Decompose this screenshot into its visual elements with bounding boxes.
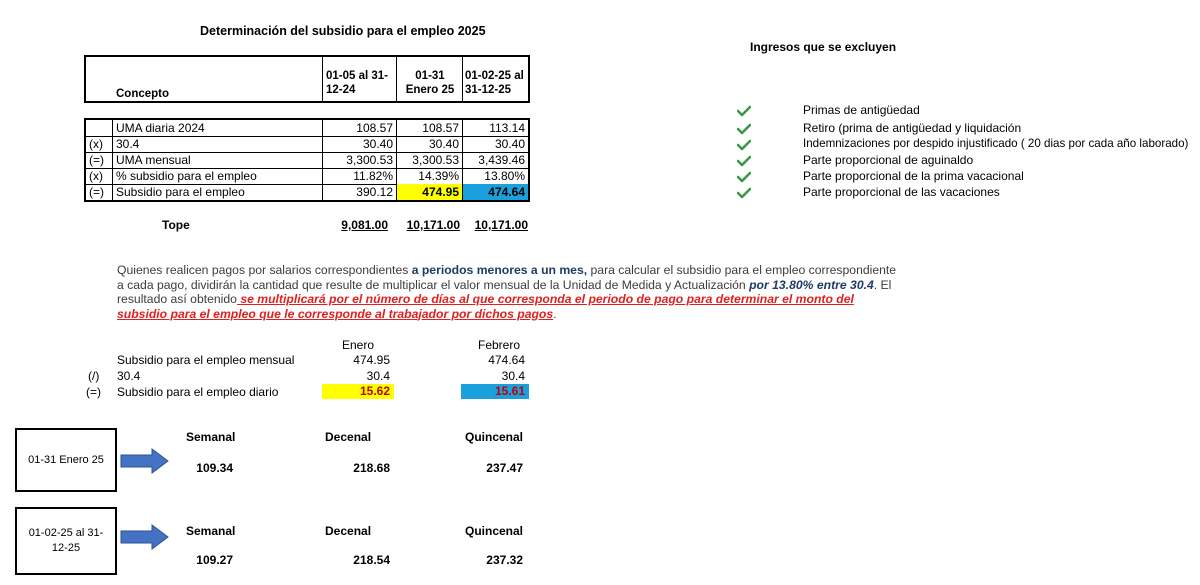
highlight-enero-subsidio: 474.95 — [397, 184, 462, 200]
period-box-enero: 01-31 Enero 25 — [15, 428, 117, 492]
quincenal-value: 237.32 — [486, 553, 523, 567]
excluded-item: Parte proporcional de la prima vacacional — [803, 169, 1024, 183]
table-row: (x) % subsidio para el empleo 11.82% 14.39% 13.80% — [89, 169, 525, 183]
tope-label: Tope — [162, 218, 190, 232]
quincenal-value: 237.47 — [486, 461, 523, 475]
excluded-item: Parte proporcional de las vacaciones — [803, 185, 1000, 199]
highlight-2025-subsidio: 474.64 — [463, 184, 528, 200]
check-icon — [737, 123, 751, 135]
period-box-2025: 01-02-25 al 31-12-25 — [15, 507, 117, 575]
calculation-table — [84, 118, 530, 202]
check-icon — [737, 187, 751, 199]
header-col2: 01-31 Enero 25 — [405, 70, 455, 96]
table-row: (x) 30.4 30.40 30.40 30.40 — [89, 137, 525, 151]
check-icon — [737, 155, 751, 167]
header-table — [84, 55, 530, 103]
check-icon — [737, 171, 751, 183]
explanation-paragraph: Quienes realicen pagos por salarios correspondientes a periodos menores a un mes, para calcular el subsidio para el empleo correspondiente a cada pago, dividirán la cantidad que resulte de multiplicar el valor mensual de la Unidad de Medida y Actualización por 13.80% entre 30.4. El resultado así obtenido se multiplicará por el número de días al que corresponda el periodo de pago para determinar el monto del subsidio para el empleo que le corresponde al trabajador por dichos pagos. — [117, 263, 897, 321]
check-icon — [737, 105, 751, 117]
semanal-value: 109.34 — [196, 461, 233, 475]
arrow-right-icon — [120, 524, 170, 550]
header-col3: 01-02-25 al 31-12-25 — [465, 70, 524, 96]
header-concepto: Concepto — [116, 88, 170, 100]
header-col1: 01-05 al 31- 12-24 — [326, 70, 389, 96]
enero-header: Enero — [342, 338, 375, 352]
tope-value-2: 10,171.00 — [406, 218, 460, 232]
table-row: (=) Subsidio para el empleo 390.12 474.95 474.64 — [86, 184, 528, 200]
tope-value-3: 10,171.00 — [474, 218, 528, 232]
tope-value-1: 9,081.00 — [341, 218, 388, 232]
check-icon — [737, 139, 751, 151]
excluded-item: Primas de antigüedad — [803, 103, 920, 117]
excluded-item: Retiro (prima de antigüedad y liquidación — [803, 121, 1022, 135]
enero-diario-highlight: 15.62 — [322, 384, 394, 399]
table-row: (=) UMA mensual 3,300.53 3,300.53 3,439.46 — [89, 153, 525, 167]
excluded-item: Indemnizaciones por despido injustificado ( 20 dias por cada año laborado) — [803, 137, 1189, 150]
decenal-value: 218.68 — [353, 461, 390, 475]
excluded-item: Parte proporcional de aguinaldo — [803, 153, 974, 167]
excluded-title: Ingresos que se excluyen — [750, 40, 897, 54]
decenal-value: 218.54 — [353, 553, 390, 567]
febrero-diario-highlight: 15.61 — [461, 384, 529, 399]
page-title: Determinación del subsidio para el empleo 2025 — [200, 24, 486, 38]
semanal-value: 109.27 — [196, 553, 233, 567]
table-row: UMA diaria 2024 108.57 108.57 113.14 — [116, 121, 525, 135]
febrero-header: Febrero — [478, 338, 521, 352]
